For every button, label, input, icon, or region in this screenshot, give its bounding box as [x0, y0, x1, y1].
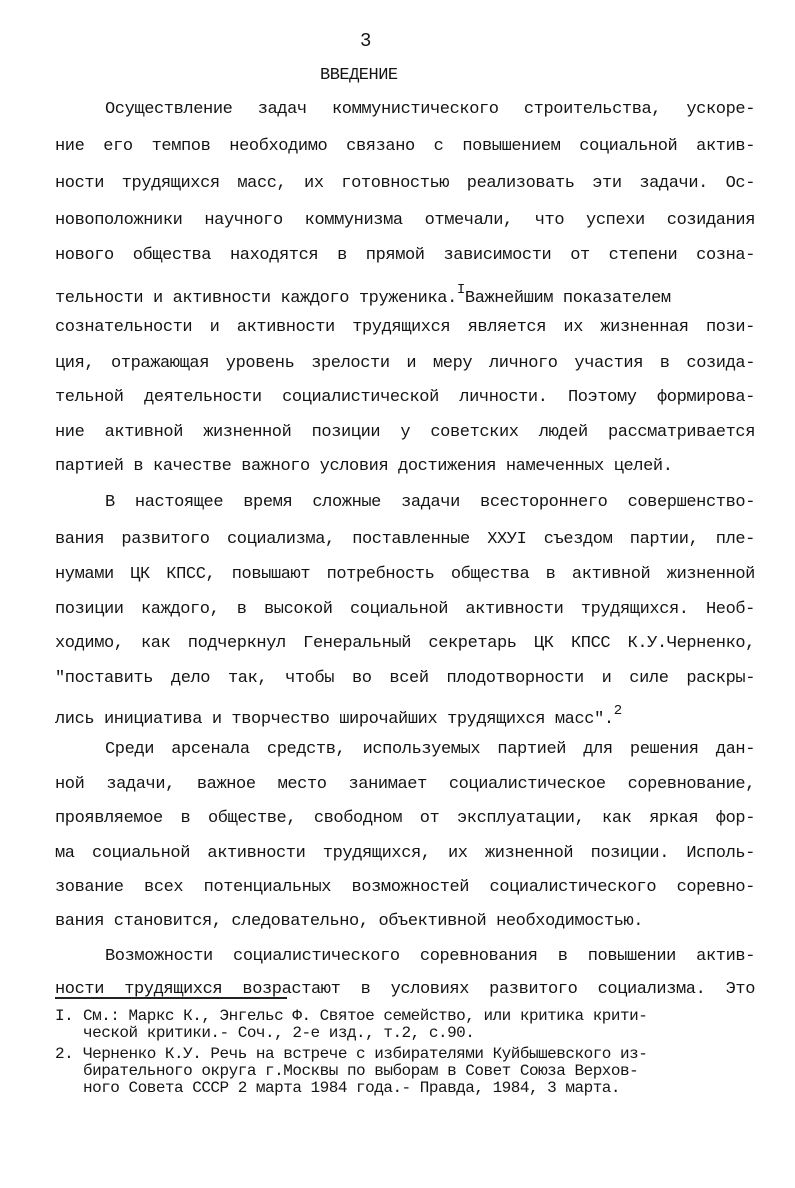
paragraph-line-with-footnote	[55, 703, 695, 729]
paragraph-line: ция, отражающая уровень зрелости и меру личного участия в созида-	[55, 354, 755, 373]
paragraph-line: "поставить дело так, чтобы во всей плодотворности и силе раскры-	[55, 669, 755, 688]
paragraph-line: Осуществление задач коммунистического строительства, ускоре-	[105, 100, 755, 119]
paragraph-line: партией в качестве важного условия достижения намеченных целей.	[55, 457, 673, 476]
paragraph-line: В настоящее время сложные задачи всестороннего совершенство-	[105, 493, 755, 512]
section-heading: ВВЕДЕНИЕ	[320, 66, 398, 85]
paragraph-text: лись инициатива и творчество широчайших трудящихся масс".	[55, 710, 614, 729]
footnote-1	[55, 1008, 647, 1025]
paragraph-text: тельности и активности каждого труженика.	[55, 289, 457, 308]
paragraph-line: тельной деятельности социалистической личности. Поэтому формирова-	[55, 388, 755, 407]
footnote-2-continuation: ного Совета СССР 2 марта 1984 года.- Правда, 1984, 3 марта.	[83, 1079, 620, 1097]
paragraph-line: вания развитого социализма, поставленные XXУI съездом партии, пле-	[55, 530, 755, 549]
paragraph-line: ной задачи, важное место занимает социалистическое соревнование,	[55, 775, 755, 794]
paragraph-line-with-footnote	[55, 282, 755, 308]
footnote-separator	[55, 997, 287, 999]
paragraph-line: нумами ЦК КПСС, повышают потребность общества в активной жизненной	[55, 565, 755, 584]
paragraph-text: Важнейшим показателем	[464, 289, 671, 308]
paragraph-line: нового общества находятся в прямой зависимости от степени созна-	[55, 246, 755, 265]
footnote-number: 2.	[55, 1045, 74, 1063]
paragraph-line: Возможности социалистического соревнования в повышении актив-	[105, 947, 755, 966]
paragraph-line: Среди арсенала средств, используемых партией для решения дан-	[105, 740, 755, 759]
paragraph-line: сознательности и активности трудящихся является их жизненная пози-	[55, 318, 755, 337]
paragraph-line: ходимо, как подчеркнул Генеральный секретарь ЦК КПСС К.У.Черненко,	[55, 634, 755, 653]
paragraph-line: позиции каждого, в высокой социальной активности трудящихся. Необ-	[55, 600, 755, 619]
paragraph-line: проявляемое в обществе, свободном от эксплуатации, как яркая фор-	[55, 809, 755, 828]
paragraph-line: зование всех потенциальных возможностей социалистического соревно-	[55, 878, 755, 897]
paragraph-line: ние активной жизненной позиции у советских людей рассматривается	[55, 423, 755, 442]
footnote-text: См.: Маркс К., Энгельс Ф. Святое семейство, или критика крити-	[83, 1007, 648, 1025]
paragraph-line: ности трудящихся масс, их готовностью реализовать эти задачи. Ос-	[55, 174, 755, 193]
paragraph-line: ние его темпов необходимо связано с повышением социальной актив-	[55, 137, 755, 156]
footnote-number: I.	[55, 1007, 74, 1025]
paragraph-line: ма социальной активности трудящихся, их жизненной позиции. Исполь-	[55, 844, 755, 863]
footnote-text: Черненко К.У. Речь на встрече с избирателями Куйбышевского из-	[83, 1045, 648, 1063]
paragraph-line: ности трудящихся возрастают в условиях развитого социализма. Это	[55, 980, 755, 999]
footnote-reference: 2	[613, 703, 622, 719]
paragraph-line: новоположники научного коммунизма отмечали, что успехи созидания	[55, 211, 755, 230]
page-number: 3	[360, 30, 372, 52]
paragraph-line: вания становится, следовательно, объективной необходимостью.	[55, 912, 644, 931]
footnote-1-continuation: ческой критики.- Соч., 2-е изд., т.2, с.90.	[83, 1024, 475, 1042]
footnote-2	[55, 1046, 647, 1063]
footnote-reference: I	[456, 282, 465, 298]
footnote-2-continuation: бирательного округа г.Москвы по выборам в Совет Союза Верхов-	[83, 1062, 639, 1080]
